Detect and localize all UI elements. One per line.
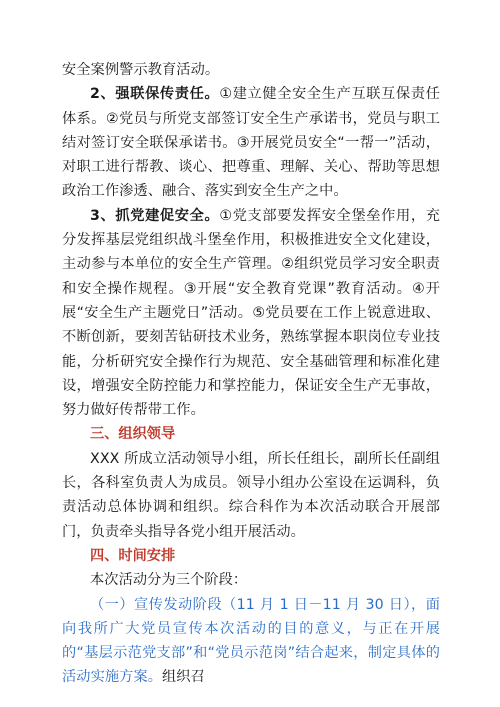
paragraph-continuation: 安全案例警示教育活动。 — [62, 62, 220, 78]
paragraph-body: 组织召 — [162, 669, 205, 686]
paragraph-responsibility — [62, 82, 440, 203]
paragraph-phases-intro: 本次活动分为三个阶段： — [90, 572, 248, 589]
paragraph-lead: 3、抓党建促安全。 — [90, 207, 220, 224]
paragraph-body: ①建立健全安全生产互联互保责任体系。②党员与所党支部签订安全生产承诺书，党员与职工结对签订安全联保承诺书。③开展党员安全“一帮一”活动，对职工进行帮教、谈心、把尊重、理解、关心、帮助等思想政治工作渗透、融合、落实到安全生产之中。 — [62, 86, 440, 200]
document-page — [62, 58, 440, 690]
paragraph-party-building — [62, 204, 440, 423]
paragraph-body: ①党支部要发挥安全堡垒作用，充分发挥基层党组织战斗堡垒作用，积极推进安全文化建设，主动参与本单位的安全生产管理。②组织党员学习安全职责和安全操作规程。③开展“安全教育党课”教育活动。④开展“安全生产主题党日”活动。⑤党员要在工作上锐意进取、不断创新，要刻苦钻研技术业务，熟练掌握本职岗位专业技能，分析研究安全操作行为规范、安全基础管理和标准化建设，增强安全防控能力和掌控能力，保证安全生产无事故，努力做好传帮带工作。 — [62, 207, 440, 419]
paragraph-phase-one — [62, 593, 440, 690]
paragraph-lead: 2、强联保传责任。 — [90, 86, 220, 103]
highlighted-text: （一）宣传发动阶段（11 月 1 日－11 月 30 日），面向我所广大党员宣传本次活动的目的意义，与正在开展的“基层示范党支部”和“党员示范岗”结合起来，制定具体的活动实施方案。 — [62, 596, 440, 686]
section-heading-organization: 三、组织领导 — [90, 426, 176, 443]
section-heading-schedule: 四、时间安排 — [90, 547, 176, 564]
paragraph-organization: XXX 所成立活动领导小组，所长任组长，副所长任副组长，各科室负责人为成员。领导小组办公室设在运调科，负责活动总体协调和组织。综合科作为本次活动联合开展部门，负责牵头指导各党小组开展活动。 — [62, 450, 440, 540]
